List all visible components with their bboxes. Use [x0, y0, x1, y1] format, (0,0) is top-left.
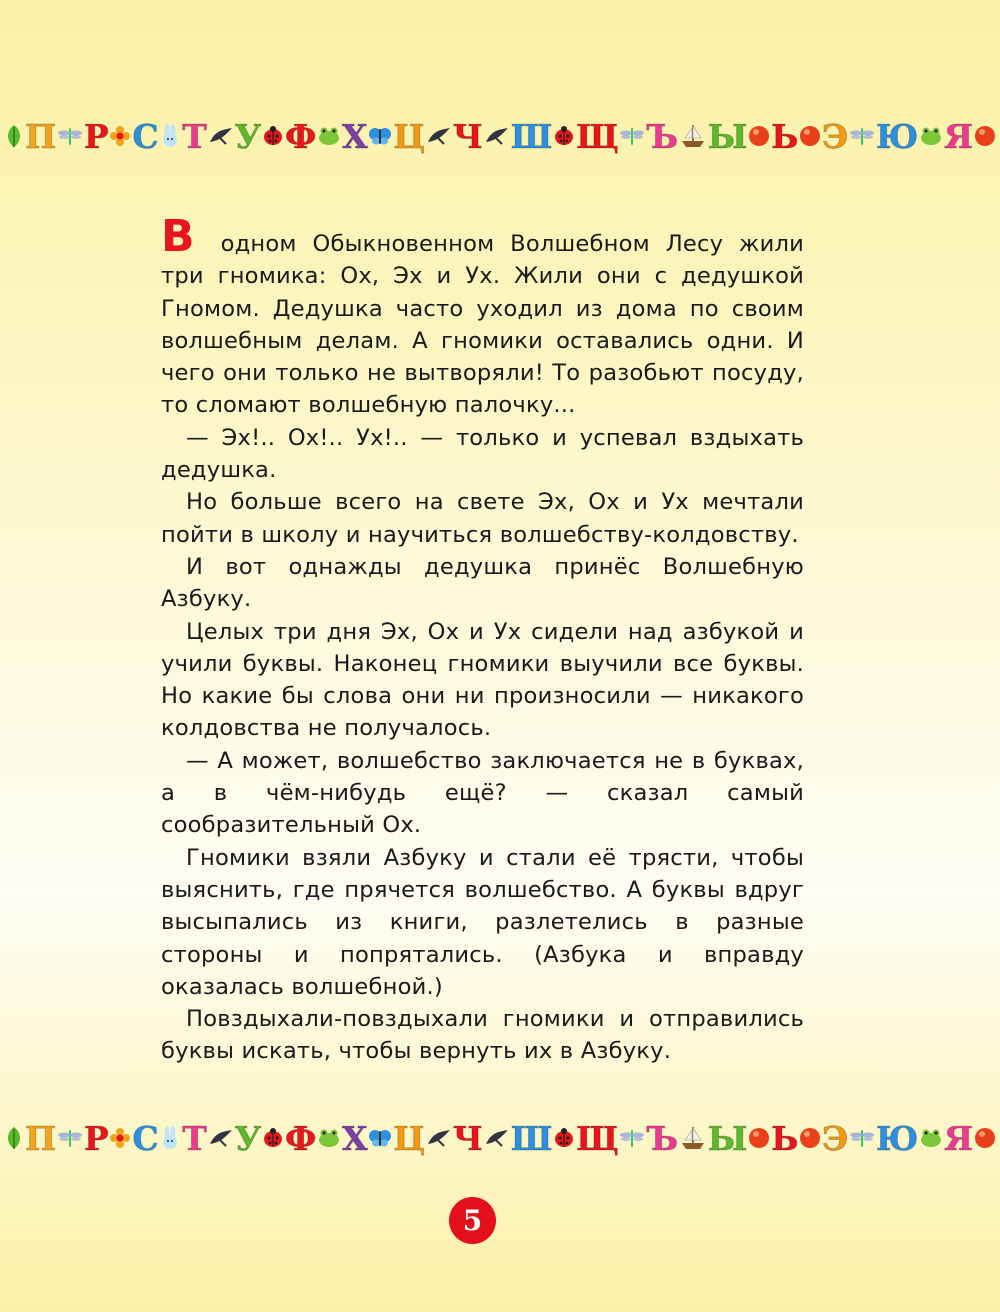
alphabet-bottom-cell [159, 1118, 207, 1158]
ship-icon [679, 123, 707, 149]
alphabet-bottom-letter: Ы [707, 1118, 748, 1158]
paragraph-1-text: одном Обыкновенном Волшебном Лесу жили три гномика: Ох, Эх и Ух. Жили они с дедушкой Гномом. Дедушка часто уходил из дома по своим волшебным делам. А гномики оставались одни. И чего они только не вытворяли! То разобьют посуду, то сломают волшебную палочку... [161, 231, 804, 419]
alphabet-bottom-letter: С [132, 1118, 159, 1158]
alphabet-bottom-cell [317, 1118, 368, 1158]
bird-icon [208, 126, 234, 146]
alphabet-top-letter: Ы [707, 116, 748, 156]
ladybug-icon [553, 1128, 575, 1148]
alphabet-bottom-cell [619, 1118, 679, 1158]
alphabet-top-cell [368, 116, 426, 156]
frog-icon [919, 126, 943, 146]
flower-icon [109, 125, 131, 147]
frog-icon [317, 126, 341, 146]
paragraph-4: И вот однажды дедушка принёс Волшебную Азбуку. [161, 553, 804, 613]
bunny-icon [159, 1126, 181, 1150]
alphabet-top-letter: П [25, 116, 57, 156]
alphabet-top-cell [262, 116, 317, 156]
alphabet-top-cell [919, 116, 974, 156]
ball-icon [799, 125, 821, 147]
butterfly-icon [368, 1128, 392, 1148]
alphabet-top-letter: Ц [393, 116, 426, 156]
alphabet-top-cell [57, 116, 109, 156]
alphabet-bottom-cell [57, 1118, 109, 1158]
alphabet-top-letter: Х [341, 116, 368, 156]
alphabet-bottom-cell [4, 1118, 57, 1158]
alphabet-top-letter: Я [944, 116, 974, 156]
leaf-icon [4, 123, 24, 149]
alphabet-top-cell [484, 116, 553, 156]
alphabet-top-cell [159, 116, 207, 156]
story-text [161, 211, 804, 1068]
alphabet-bottom-letter: Т [182, 1118, 207, 1158]
alphabet-bottom-letter: Ш [510, 1118, 553, 1158]
frog-icon [919, 1128, 943, 1148]
alphabet-bottom-letter: У [234, 1118, 262, 1158]
ball-icon [799, 1127, 821, 1149]
alphabet-top-cell [679, 116, 748, 156]
alphabet-bottom-cell [748, 1118, 799, 1158]
alphabet-bottom-letter: Р [83, 1118, 109, 1158]
ladybug-icon [553, 126, 575, 146]
paragraph-7: Гномики взяли Азбуку и стали её трясти, чтобы выяснить, где прячется волшебство. А буквы вдруг высыпались из книги, разлетелись в разные стороны и попрятались. (Азбука и вправду оказалась волшебной.) [161, 844, 804, 1000]
flower-icon [109, 1127, 131, 1149]
bird-icon [208, 1128, 234, 1148]
drop-cap: В [161, 211, 195, 262]
alphabet-bottom-letter: Ю [875, 1118, 919, 1158]
alphabet-border-top [0, 108, 1000, 164]
alphabet-bottom-letter: Х [341, 1118, 368, 1158]
dragonfly-icon [849, 126, 875, 146]
alphabet-top-cell [109, 116, 159, 156]
bird-icon [484, 126, 510, 146]
ladybug-icon [262, 1128, 284, 1148]
alphabet-top-cell [748, 116, 799, 156]
alphabet-bottom-letter: Ц [393, 1118, 426, 1158]
ball-icon [748, 125, 770, 147]
alphabet-top-letter: Ш [510, 116, 553, 156]
dragonfly-icon [57, 1128, 83, 1148]
alphabet-bottom-letter: Ъ [646, 1118, 679, 1158]
alphabet-bottom-cell [484, 1118, 553, 1158]
alphabet-top-letter: С [132, 116, 159, 156]
alphabet-bottom-letter: Ч [452, 1118, 483, 1158]
alphabet-top-letter: Т [182, 116, 207, 156]
alphabet-top-letter: Ь [771, 116, 799, 156]
alphabet-border-bottom [0, 1110, 1000, 1166]
alphabet-bottom-cell [919, 1118, 974, 1158]
alphabet-bottom-letter: Я [944, 1118, 974, 1158]
alphabet-top-letter: Ю [875, 116, 919, 156]
alphabet-bottom-letter: Щ [576, 1118, 619, 1158]
page-number: 5 [449, 1197, 496, 1244]
alphabet-bottom-letter: Ф [284, 1118, 317, 1158]
alphabet-top-letter: Р [83, 116, 109, 156]
alphabet-top-letter: Ч [452, 116, 483, 156]
alphabet-top-letter: Э [821, 116, 849, 156]
dragonfly-icon [619, 126, 645, 146]
alphabet-bottom-letter: П [25, 1118, 57, 1158]
alphabet-bottom-letter: Ь [771, 1118, 799, 1158]
alphabet-bottom-letter: Э [821, 1118, 849, 1158]
bunny-icon [159, 124, 181, 148]
butterfly-icon [368, 126, 392, 146]
alphabet-bottom-cell [679, 1118, 748, 1158]
alphabet-bottom-cell [426, 1118, 483, 1158]
alphabet-top-cell [426, 116, 483, 156]
alphabet-top-letter: Ф [284, 116, 317, 156]
alphabet-top-letter: Щ [576, 116, 619, 156]
bird-icon [484, 1128, 510, 1148]
alphabet-top-cell [849, 116, 919, 156]
alphabet-top-cell [619, 116, 679, 156]
paragraph-2: — Эх!.. Ох!.. Ух!.. — только и успевал вздыхать дедушка. [161, 424, 804, 484]
bird-icon [426, 1128, 452, 1148]
alphabet-top-cell [208, 116, 262, 156]
frog-icon [317, 1128, 341, 1148]
alphabet-top-letter: У [234, 116, 262, 156]
alphabet-top-cell [4, 116, 57, 156]
dragonfly-icon [849, 1128, 875, 1148]
paragraph-5: Целых три дня Эх, Ох и Ух сидели над азбукой и учили буквы. Наконец гномики выучили все буквы. Но какие бы слова они ни произносили — никакого колдовства не получалось. [161, 618, 804, 742]
alphabet-bottom-cell [262, 1118, 317, 1158]
dragonfly-icon [619, 1128, 645, 1148]
alphabet-bottom-cell [109, 1118, 159, 1158]
ball-icon [974, 125, 996, 147]
bird-icon [426, 126, 452, 146]
paragraph-3: Но больше всего на свете Эх, Ох и Ух мечтали пойти в школу и научиться волшебству-колдовству. [161, 489, 804, 548]
paragraph-8: Повздыхали-повздыхали гномики и отправились буквы искать, чтобы вернуть их в Азбуку. [161, 1006, 804, 1065]
alphabet-top-cell [317, 116, 368, 156]
alphabet-top-letter: Ъ [646, 116, 679, 156]
ladybug-icon [262, 126, 284, 146]
ball-icon [748, 1127, 770, 1149]
paragraph-1 [161, 211, 804, 422]
alphabet-top-cell [553, 116, 619, 156]
alphabet-bottom-cell [208, 1118, 262, 1158]
ship-icon [679, 1125, 707, 1151]
alphabet-bottom-cell [849, 1118, 919, 1158]
alphabet-bottom-cell [368, 1118, 426, 1158]
leaf-icon [4, 1125, 24, 1151]
alphabet-bottom-cell [799, 1118, 849, 1158]
paragraph-6: — А может, волшебство заключается не в буквах, а в чём-нибудь ещё? — сказал самый сообразительный Ох. [161, 747, 804, 839]
alphabet-bottom-cell [553, 1118, 619, 1158]
ball-icon [974, 1127, 996, 1149]
dragonfly-icon [57, 126, 83, 146]
alphabet-top-cell [799, 116, 849, 156]
